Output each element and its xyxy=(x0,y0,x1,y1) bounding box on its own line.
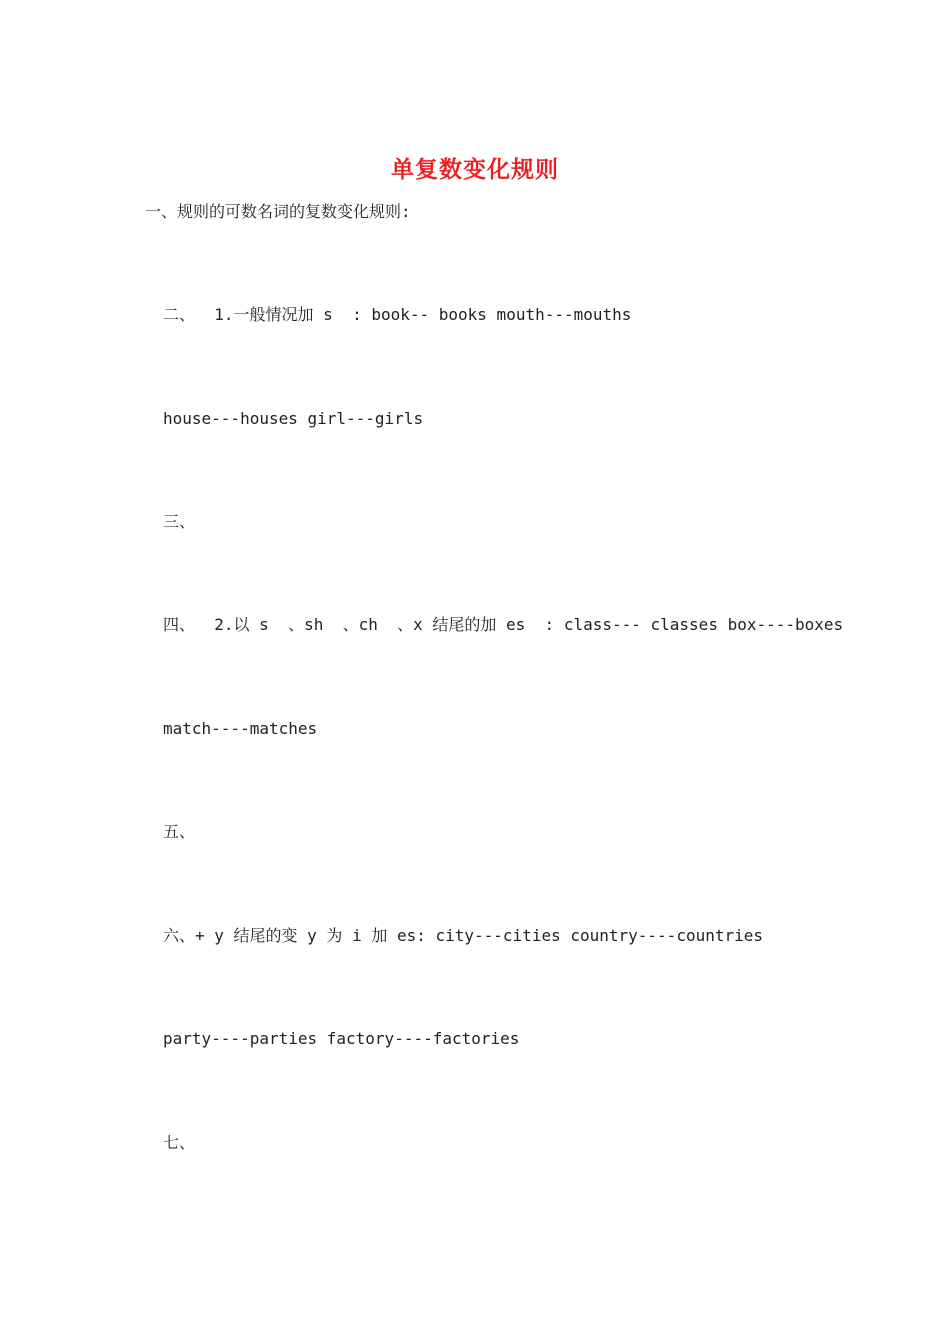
example-line: house---houses girl---girls xyxy=(163,409,424,428)
document-title: 单复数变化规则 xyxy=(391,156,559,183)
section-heading: 一、规则的可数名词的复数变化规则: xyxy=(145,202,411,221)
section-number: 三、 xyxy=(163,512,196,531)
section-number: 五、 xyxy=(163,822,196,841)
rule-line: 二、 1.一般情况加 s : book-- books mouth---mouths xyxy=(163,305,632,324)
rule-line: 四、 2.以 s 、sh 、ch 、x 结尾的加 es : class--- classes box----boxes xyxy=(163,615,844,634)
rule-line: 六、+ y 结尾的变 y 为 i 加 es: city---cities country----countries xyxy=(163,926,764,945)
example-line: match----matches xyxy=(163,719,318,738)
section-number: 七、 xyxy=(163,1133,196,1152)
example-line: party----parties factory----factories xyxy=(163,1029,520,1048)
